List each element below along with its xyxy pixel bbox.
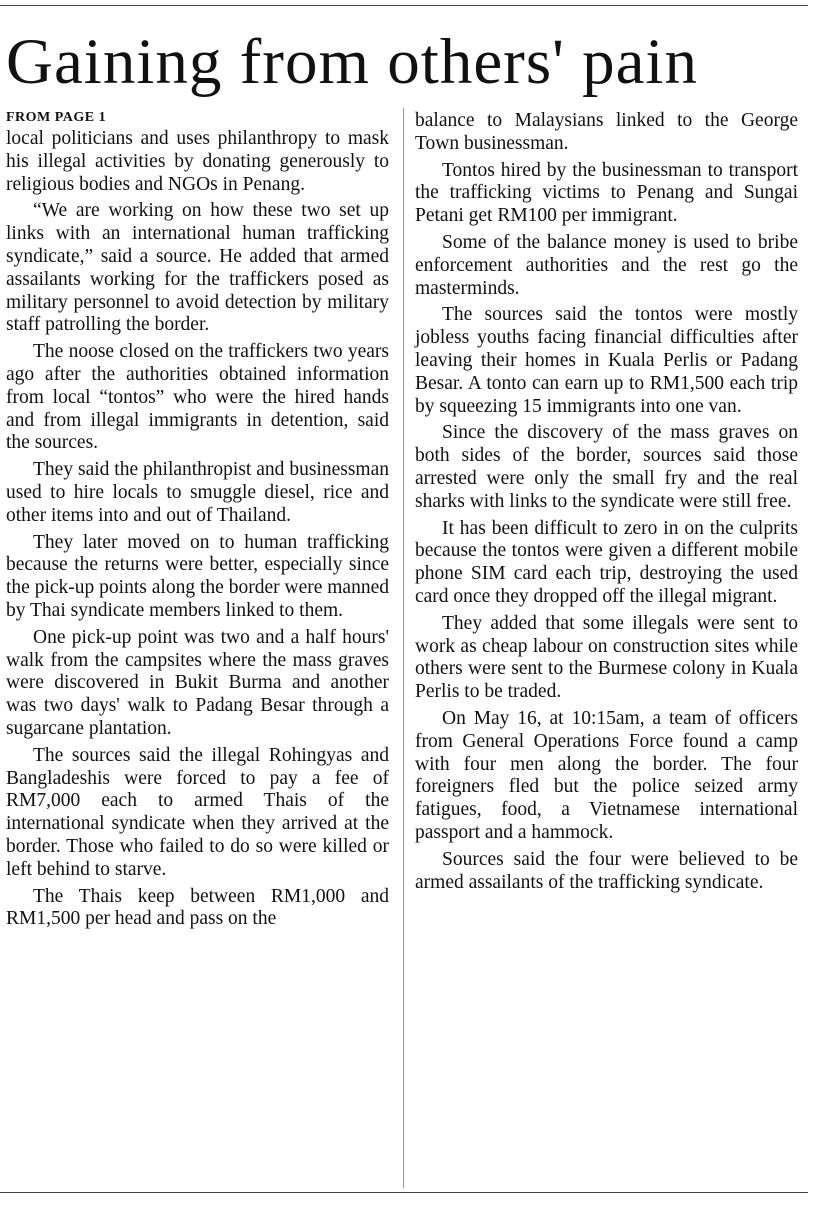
right-column: [415, 110, 798, 898]
paragraph: It has been difficult to zero in on the culprits because the tontos were given a different mobile phone SIM card each trip, destroying the used card once they dropped off the illegal migrant.: [415, 517, 798, 607]
paragraph: Sources said the four were believed to be armed assailants of the trafficking syndicate.: [415, 848, 798, 893]
paragraph: They added that some illegals were sent to work as cheap labour on construction sites while others were sent to the Burmese colony in Kuala Perlis to be traded.: [415, 612, 798, 703]
paragraph: Since the discovery of the mass graves on both sides of the border, sources said those arrested were only the small fry and the real sharks with links to the syndicate were still free.: [415, 422, 798, 512]
paragraph: Some of the balance money is used to bribe enforcement authorities and the rest go the masterminds.: [415, 231, 798, 299]
headline: Gaining from others' pain: [6, 26, 698, 98]
top-rule: [0, 5, 808, 6]
continuation-kicker: FROM PAGE 1: [6, 110, 107, 125]
paragraph: The Thais keep between RM1,000 and RM1,500 per head and pass on the: [6, 885, 389, 930]
column-divider: [403, 108, 404, 1188]
paragraph: One pick-up point was two and a half hours' walk from the campsites where the mass graves were discovered in Bukit Burma and another was two days' walk to Padang Besar through a sugarcane plantation.: [6, 626, 389, 739]
paragraph: On May 16, at 10:15am, a team of officers from General Operations Force found a camp with four men along the border. The four foreigners fled but the police seized army fatigues, food, a Vietnamese international passport and a hammock.: [415, 707, 798, 843]
paragraph: They said the philanthropist and businessman used to hire locals to smuggle diesel, rice and other items into and out of Thailand.: [6, 459, 389, 526]
paragraph: The sources said the illegal Rohingyas and Bangladeshis were forced to pay a fee of RM7,000 each to armed Thais of the international syndicate when they arrived at the border. Those who failed to do so were killed or left behind to starve.: [6, 744, 389, 880]
left-column: [6, 110, 389, 935]
paragraph: local politicians and uses philanthropy to mask his illegal activities by donating generously to religious bodies and NGOs in Penang.: [6, 128, 389, 195]
paragraph: They later moved on to human trafficking because the returns were better, especially since the pick-up points along the border were manned by Thai syndicate members linked to them.: [6, 531, 389, 621]
bottom-rule: [0, 1192, 808, 1193]
paragraph: The sources said the tontos were mostly jobless youths facing financial difficulties after leaving their homes in Kuala Perlis or Padang Besar. A tonto can earn up to RM1,500 each trip by squeezing 15 immigrants into one van.: [415, 304, 798, 417]
paragraph: Tontos hired by the businessman to transport the trafficking victims to Penang and Sungai Petani get RM100 per immigrant.: [415, 159, 798, 227]
paragraph: balance to Malaysians linked to the George Town businessman.: [415, 110, 798, 154]
paragraph: The noose closed on the traffickers two years ago after the authorities obtained information from local “tontos” who were the hired hands and from illegal immigrants in detention, said the sources.: [6, 341, 389, 454]
paragraph: “We are working on how these two set up links with an international human trafficking syndicate,” said a source. He added that armed assailants working for the traffickers posed as military personnel to avoid detection by military staff patrolling the border.: [6, 200, 389, 336]
